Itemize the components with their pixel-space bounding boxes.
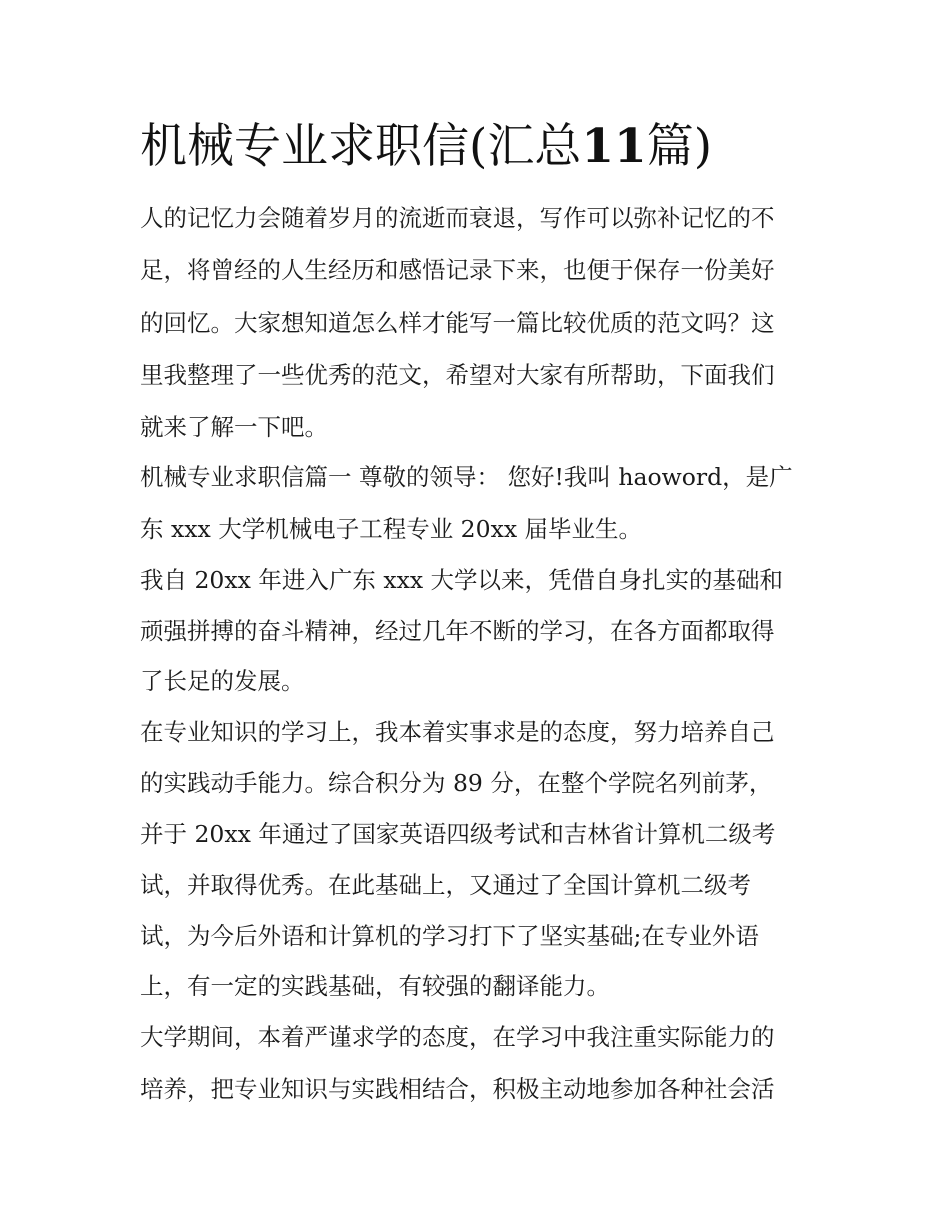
body-line: 大学期间，本着严谨求学的态度，在学习中我注重实际能力的 [140, 1023, 775, 1051]
body-line: 东 xxx 大学机械电子工程专业 20xx 届毕业生。 [140, 515, 643, 543]
body-line: 培养，把专业知识与实践相结合，积极主动地参加各种社会活 [140, 1075, 775, 1103]
body-line: 里我整理了一些优秀的范文，希望对大家有所帮助，下面我们 [140, 361, 775, 389]
body-line: 机械专业求职信篇一 尊敬的领导： 您好!我叫 haoword，是广 [140, 463, 793, 491]
body-line: 上，有一定的实践基础，有较强的翻译能力。 [140, 972, 610, 1000]
body-line: 并于 20xx 年通过了国家英语四级考试和吉林省计算机二级考 [140, 820, 776, 848]
body-line: 的实践动手能力。综合积分为 89 分，在整个学院名列前茅， [140, 769, 773, 797]
body-line: 在专业知识的学习上，我本着实事求是的态度，努力培养自己 [140, 718, 775, 746]
body-line: 了长足的发展。 [140, 667, 305, 695]
body-line: 的回忆。大家想知道怎么样才能写一篇比较优质的范文吗？这 [140, 309, 775, 337]
body-line: 就来了解一下吧。 [140, 413, 328, 441]
body-line: 顽强拼搏的奋斗精神，经过几年不断的学习，在各方面都取得 [140, 617, 775, 645]
body-line: 足，将曾经的人生经历和感悟记录下来，也便于保存一份美好 [140, 256, 775, 284]
page-title [140, 112, 712, 182]
body-line: 我自 20xx 年进入广东 xxx 大学以来，凭借自身扎实的基础和 [140, 566, 784, 594]
title-number: 11 [581, 119, 647, 174]
title-suffix: 篇) [646, 119, 713, 174]
body-line: 试，并取得优秀。在此基础上，又通过了全国计算机二级考 [140, 871, 751, 899]
body-line: 试，为今后外语和计算机的学习打下了坚实基础;在专业外语 [140, 922, 759, 950]
body-line: 人的记忆力会随着岁月的流逝而衰退，写作可以弥补记忆的不 [140, 204, 775, 232]
title-text: 机械专业求职信(汇总 [140, 119, 582, 174]
